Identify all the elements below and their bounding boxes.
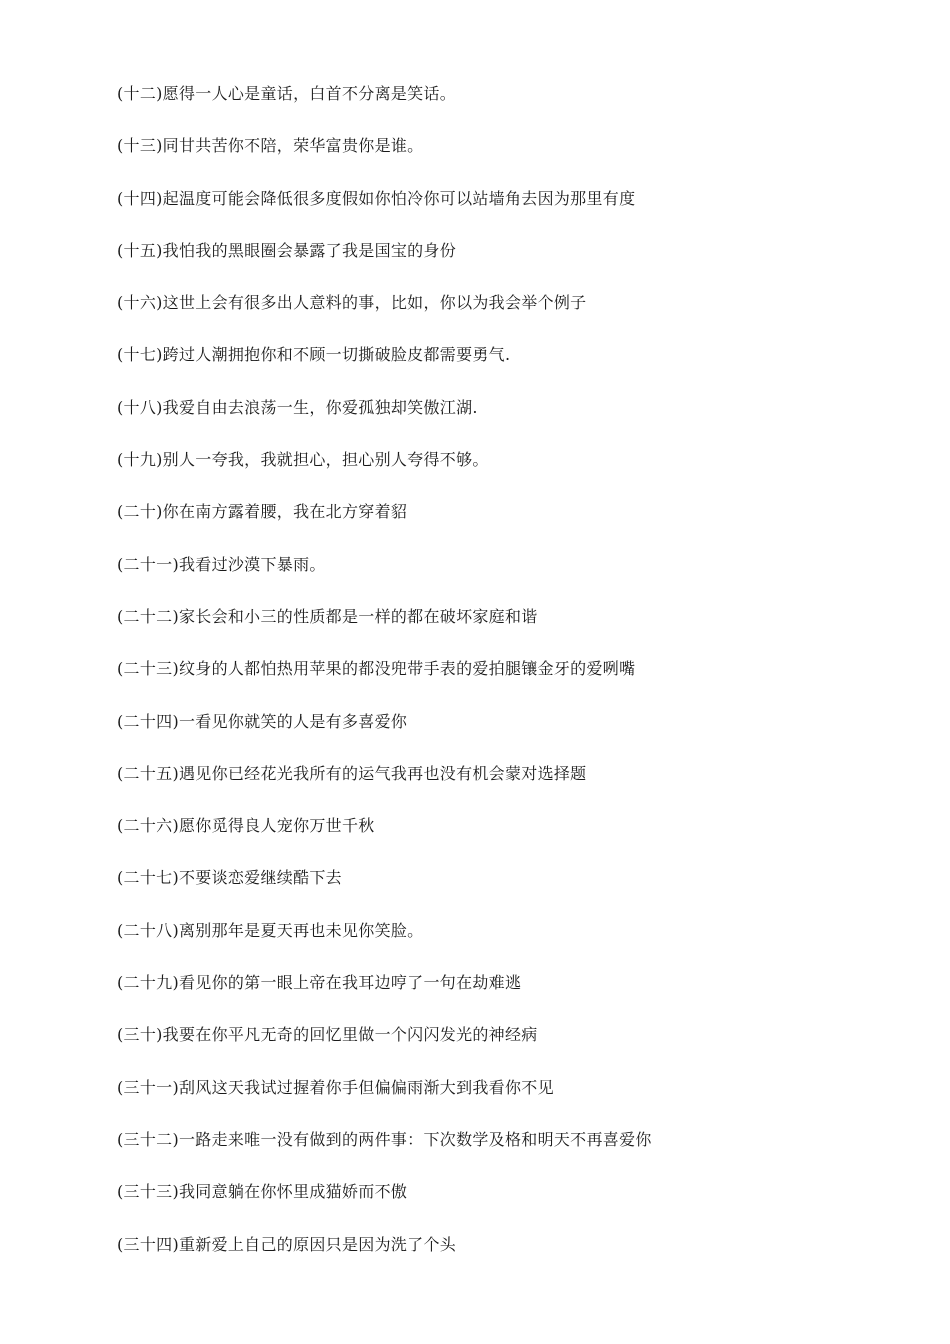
text-line: (十六)这世上会有很多出人意料的事，比如，你以为我会举个例子 — [117, 293, 587, 313]
text-line: (三十一)刮风这天我试过握着你手但偏偏雨渐大到我看你不见 — [117, 1077, 554, 1097]
text-line: (十七)跨过人潮拥抱你和不顾一切撕破脸皮都需要勇气. — [117, 345, 511, 365]
text-line: (二十三)纹身的人都怕热用苹果的都没兜带手表的爱拍腿镶金牙的爱咧嘴 — [117, 659, 636, 679]
text-line: (三十)我要在你平凡无奇的回忆里做一个闪闪发光的神经病 — [117, 1025, 538, 1045]
text-line: (二十九)看见你的第一眼上帝在我耳边哼了一句在劫难逃 — [117, 973, 522, 993]
text-line: (二十六)愿你觅得良人宠你万世千秋 — [117, 816, 375, 836]
text-line: (二十五)遇见你已经花光我所有的运气我再也没有机会蒙对选择题 — [117, 763, 587, 783]
text-line: (十三)同甘共苦你不陪，荣华富贵你是谁。 — [117, 136, 424, 156]
text-line: (二十七)不要谈恋爱继续酷下去 — [117, 868, 342, 888]
text-line: (二十一)我看过沙漠下暴雨。 — [117, 554, 326, 574]
text-line: (十五)我怕我的黑眼圈会暴露了我是国宝的身份 — [117, 240, 457, 260]
text-line: (十二)愿得一人心是童话，白首不分离是笑话。 — [117, 84, 457, 103]
text-line: (二十)你在南方露着腰，我在北方穿着貂 — [117, 502, 408, 522]
text-line: (十四)起温度可能会降低很多度假如你怕冷你可以站墙角去因为那里有度 — [117, 188, 636, 208]
text-line: (十八)我爱自由去浪荡一生，你爱孤独却笑傲江湖. — [117, 397, 478, 417]
text-line: (二十二)家长会和小三的性质都是一样的都在破坏家庭和谐 — [117, 606, 538, 626]
text-line: (二十八)离别那年是夏天再也未见你笑脸。 — [117, 920, 424, 940]
text-line: (三十三)我同意躺在你怀里成猫娇而不傲 — [117, 1182, 408, 1202]
line-list — [117, 80, 897, 1283]
text-line: (二十四)一看见你就笑的人是有多喜爱你 — [117, 711, 408, 731]
text-line: (三十四)重新爱上自己的原因只是因为洗了个头 — [117, 1234, 457, 1254]
text-line: (十九)别人一夸我，我就担心，担心别人夸得不够。 — [117, 450, 489, 470]
text-line: (三十二)一路走来唯一没有做到的两件事：下次数学及格和明天不再喜爱你 — [117, 1129, 652, 1149]
